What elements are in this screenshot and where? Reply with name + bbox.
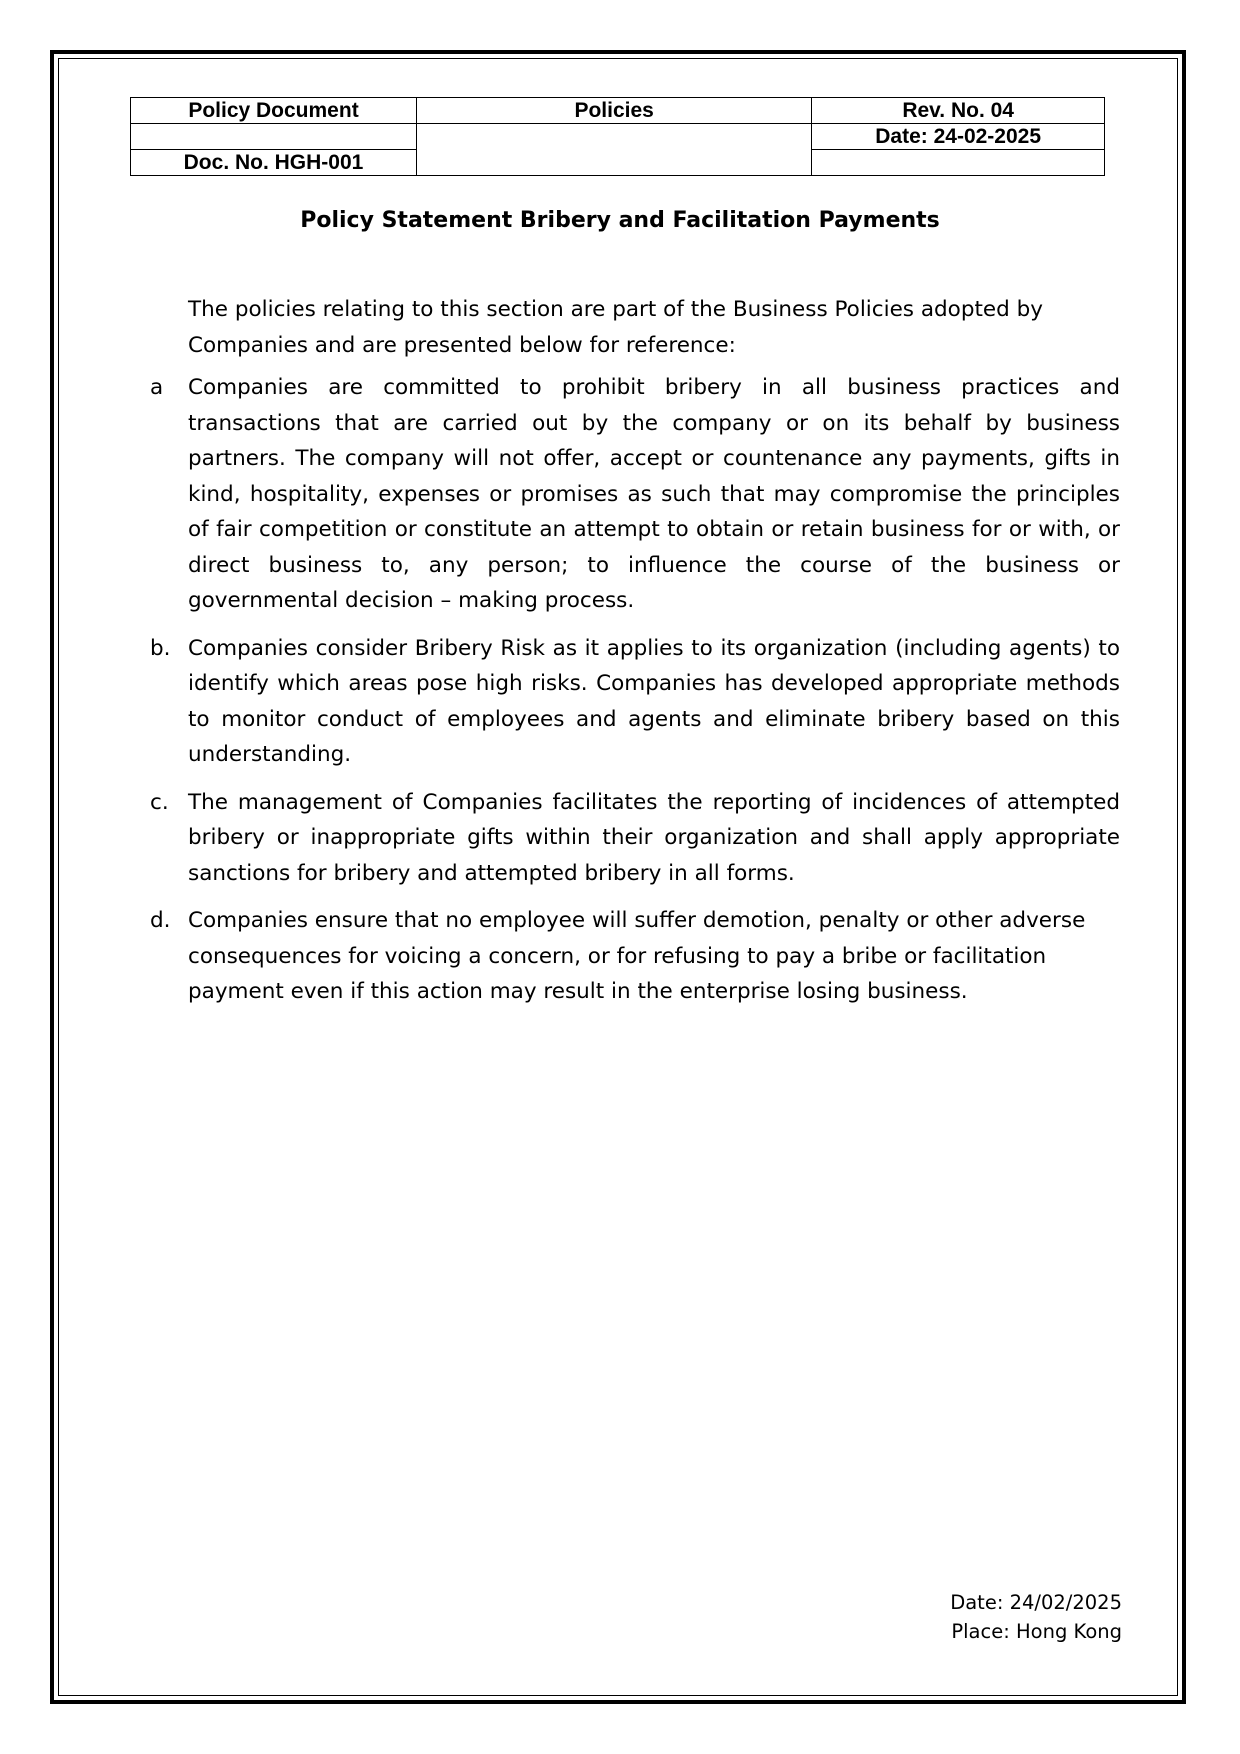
- list-item-text: Companies consider Bribery Risk as it applies to its organization (including agents) to identify which areas pose high risks. Companies has developed appropriate methods to monitor conduct of employees and agents and eliminate bribery based on this understanding.: [188, 635, 1120, 767]
- document-footer: [950, 1588, 1122, 1646]
- header-row-1: [131, 98, 1105, 124]
- list-item-text: The management of Companies facilitates the reporting of incidences of attempted bribery or inappropriate gifts within their organization and shall apply appropriate sanctions for bribery and attempted bribery in all forms.: [188, 789, 1120, 886]
- list-item-marker: a: [150, 375, 164, 400]
- list-item-marker: c.: [150, 789, 169, 815]
- list-item-marker: d.: [150, 908, 171, 933]
- list-item: [150, 903, 1120, 1010]
- header-date: Date: 24-02-2025: [812, 124, 1105, 150]
- list-item: [150, 631, 1120, 773]
- policy-list: [150, 370, 1120, 1022]
- header-empty-cell: [131, 124, 417, 150]
- header-empty-cell-2: [812, 150, 1105, 176]
- list-item-text: Companies ensure that no employee will suffer demotion, penalty or other adverse consequences for voicing a concern, or for refusing to pay a bribe or facilitation payment even if this action may result in the enterprise losing business.: [188, 908, 1086, 1004]
- header-row-2: [131, 124, 1105, 150]
- policies-label: Policies: [417, 98, 812, 124]
- list-item-text: Companies are committed to prohibit bribery in all business practices and transactions that are carried out by the company or on its behalf by business partners. The company will not offer, accept or countenance any payments, gifts in kind, hospitality, expenses or promises as such that may compromise the principles of fair competition or constitute an attempt to obtain or retain business for or with, or direct business to, any person; to influence the course of the business or governmental decision – making process.: [188, 375, 1120, 613]
- header-merged-cell: [417, 124, 812, 176]
- list-item: [150, 785, 1120, 892]
- footer-place: Place: Hong Kong: [951, 1620, 1122, 1643]
- document-header-table: [130, 97, 1105, 176]
- document-title: Policy Statement Bribery and Facilitation Payments: [300, 208, 940, 233]
- revision-number: Rev. No. 04: [812, 98, 1105, 124]
- policy-document-label: Policy Document: [131, 98, 417, 124]
- intro-paragraph: The policies relating to this section are part of the Business Policies adopted by Companies and are presented below for reference:: [188, 297, 1043, 358]
- document-number: Doc. No. HGH-001: [131, 150, 417, 176]
- list-item-marker: b.: [150, 635, 171, 661]
- footer-date: Date: 24/02/2025: [950, 1591, 1122, 1614]
- list-item: [150, 370, 1120, 619]
